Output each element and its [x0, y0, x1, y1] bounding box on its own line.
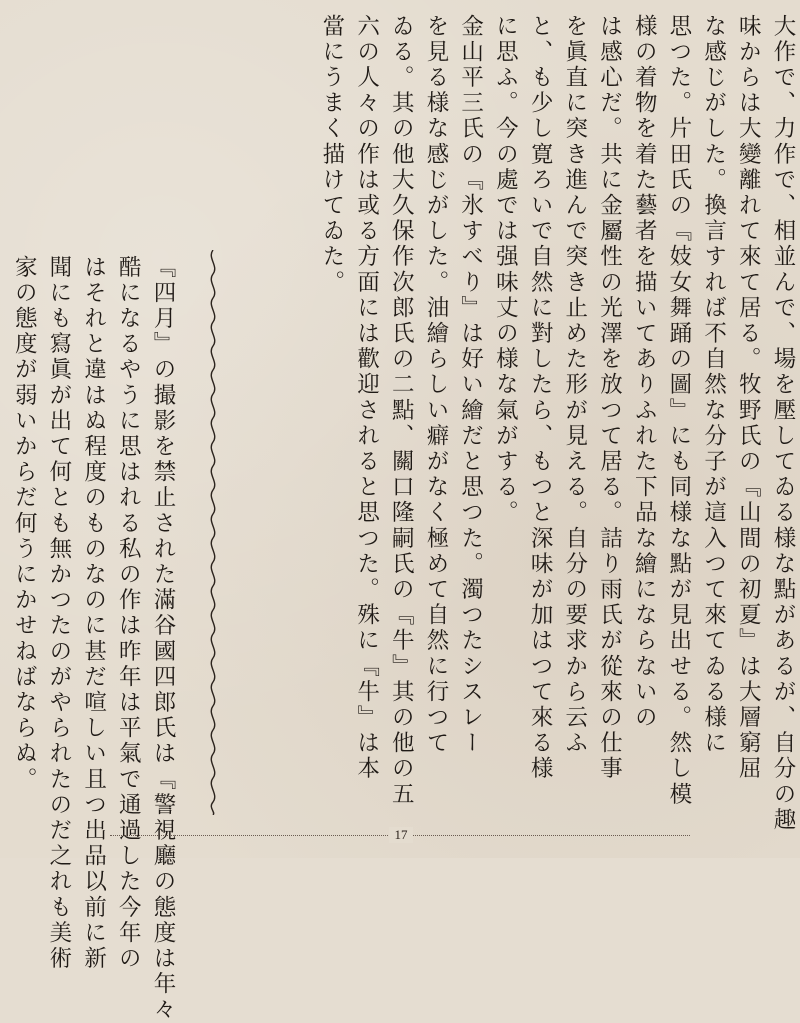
main-article-text: 大作で、力作で、相並んで、場を壓してゐる様な點があるが、自分の趣 味からは大變離れて來て居る。牧野氏の『山間の初夏』は大層窮屈 な感じがした。換言すれば不自然な分子が這入つて來てゐる様に 思つた。片田氏の『妓女舞踊の圖』にも同様な點が見出せる。然し模 様の着物を着た藝者を描いてありふれた下品な繪にならないの は感心だ。共に金屬性の光澤を放つて居る。詰り雨氏が從來の仕事 を眞直に突き進んで突き止めた形が見える。自分の要求から云ふ と、も少し寛ろいで自然に對したら、もつと深味が加はつて來る様 に思ふ。今の處では强味丈の様な氣がする。 金山平三氏の『氷すべり』は好い繪だと思つた。濁つたシスレー を見る様な感じがした。油繪らしい癖がなく極めて自然に行つて ゐる。其の他大久保作次郎氏の二點、關口隆嗣氏の『牛』其の他の五 六の人々の作は或る方面には歡迎されると思つた。殊に『牛』は本 當にうまく描けてゐた。: [318, 14, 796, 834]
side-quote-text: 『四月』の撮影を禁止された滿谷國四郎氏は『警視廳の態度は年々 酷になるやうに思はれる私の作は昨年は平氣で通過した今年の はそれと違はぬ程度のものなのに甚だ喧しい且つ出品以前に新 聞にも寫眞が出て何とも無かつたのがやられたのだ之れも美術 家の態度が弱いからだ何うにかせねばならぬ。: [11, 255, 176, 1023]
page-number: 17: [389, 827, 413, 843]
wavy-separator-line: [205, 250, 221, 815]
